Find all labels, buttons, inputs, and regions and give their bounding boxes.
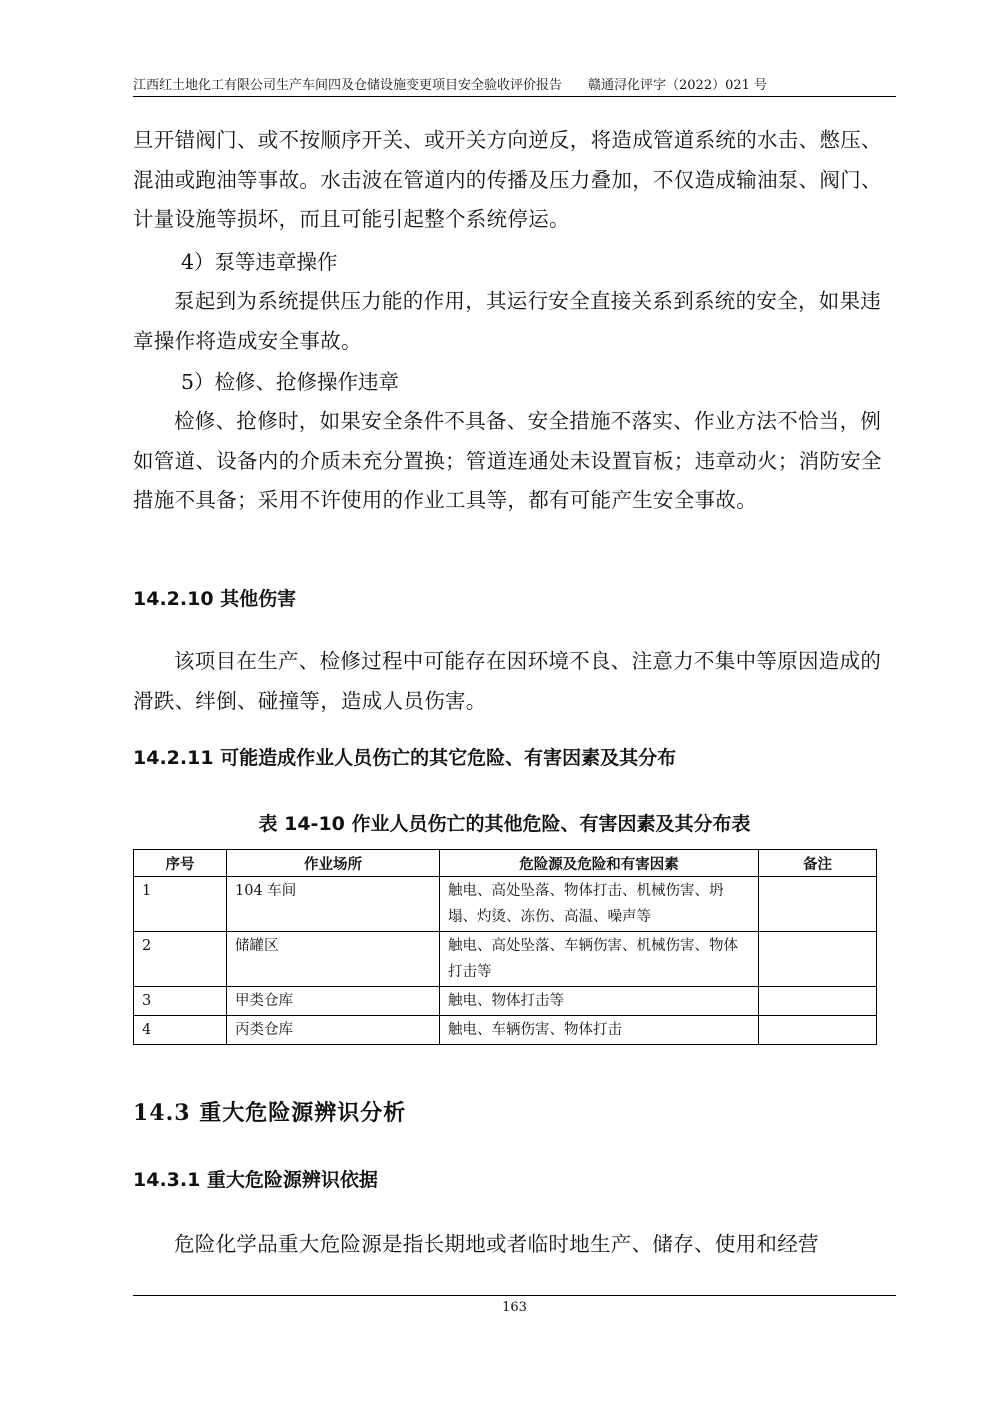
section-14-3-1-heading: 14.3.1 重大危险源辨识依据 — [133, 1169, 378, 1191]
cell-no: 2 — [134, 932, 227, 987]
item-4-title: 4）泵等违章操作 — [181, 250, 338, 274]
cell-note — [759, 932, 877, 987]
cell-no: 3 — [134, 987, 227, 1016]
table-row — [134, 877, 877, 932]
report-title: 江西红土地化工有限公司生产车间四及仓储设施变更项目安全验收评价报告 — [133, 78, 563, 93]
footer-divider — [133, 1295, 896, 1296]
col-header-no: 序号 — [134, 850, 227, 877]
hazard-distribution-table — [133, 849, 877, 1045]
col-header-place: 作业场所 — [227, 850, 440, 877]
cell-place: 104 车间 — [227, 877, 440, 932]
report-code: 赣通浔化评字（2022）021 号 — [588, 78, 768, 93]
cell-no: 1 — [134, 877, 227, 932]
page-number: 163 — [502, 1300, 527, 1315]
cell-factors: 触电、高处坠落、物体打击、机械伤害、坍塌、灼烫、冻伤、高温、噪声等 — [440, 877, 759, 932]
table-caption: 表 14-10 作业人员伤亡的其他危险、有害因素及其分布表 — [258, 813, 751, 835]
section-14-3-heading: 14.3 重大危险源辨识分析 — [133, 1100, 407, 1126]
table-header-row — [134, 850, 877, 877]
item-4-body: 泵起到为系统提供压力能的作用，其运行安全直接关系到系统的安全，如果违章操作将造成安全事故。 — [133, 289, 882, 353]
paragraph-valve-misoperation: 旦开错阀门、或不按顺序开关、或开关方向逆反，将造成管道系统的水击、憋压、混油或跑油等事故。水击波在管道内的传播及压力叠加，不仅造成输油泵、阀门、计量设施等损坏，而且可能引起整个系统停运。 — [133, 128, 882, 231]
section-14-2-10-heading: 14.2.10 其他伤害 — [133, 588, 297, 610]
cell-note — [759, 877, 877, 932]
cell-factors: 触电、高处坠落、车辆伤害、机械伤害、物体打击等 — [440, 932, 759, 987]
item-5-body: 检修、抢修时，如果安全条件不具备、安全措施不落实、作业方法不恰当，例如管道、设备内的介质未充分置换；管道连通处未设置盲板；违章动火；消防安全措施不具备；采用不许使用的作业工具等，都有可能产生安全事故。 — [133, 409, 882, 512]
table-row — [134, 932, 877, 987]
item-5-title: 5）检修、抢修操作违章 — [181, 370, 400, 394]
section-14-2-11-heading: 14.2.11 可能造成作业人员伤亡的其它危险、有害因素及其分布 — [133, 747, 677, 769]
section-14-2-10-body: 该项目在生产、检修过程中可能存在因环境不良、注意力不集中等原因造成的滑跌、绊倒、碰撞等，造成人员伤害。 — [133, 649, 882, 713]
cell-note — [759, 1016, 877, 1045]
cell-factors: 触电、物体打击等 — [440, 987, 759, 1016]
cell-place: 甲类仓库 — [227, 987, 440, 1016]
cell-place: 储罐区 — [227, 932, 440, 987]
table-row — [134, 1016, 877, 1045]
cell-no: 4 — [134, 1016, 227, 1045]
table-row — [134, 987, 877, 1016]
col-header-factors: 危险源及危险和有害因素 — [440, 850, 759, 877]
cell-note — [759, 987, 877, 1016]
section-14-3-1-body: 危险化学品重大危险源是指长期地或者临时地生产、储存、使用和经营 — [174, 1232, 819, 1256]
col-header-note: 备注 — [759, 850, 877, 877]
page-header — [133, 78, 896, 97]
cell-factors: 触电、车辆伤害、物体打击 — [440, 1016, 759, 1045]
cell-place: 丙类仓库 — [227, 1016, 440, 1045]
